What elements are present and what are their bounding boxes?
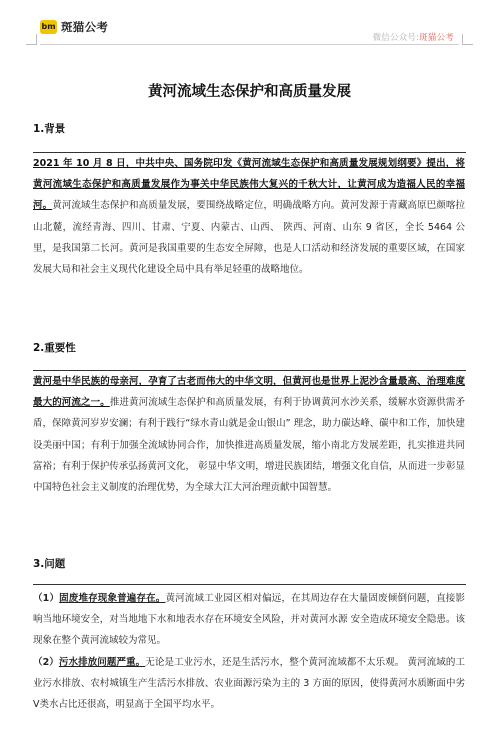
section-bar [33, 584, 466, 585]
body-text: 推进黄河流域生态保护和高质量发展，有利于协调黄河水沙关系，缓解水资源供需矛盾，保障黄河岁岁安澜；有利于践行“绿水青山就是金山银山” 理念，助力碳达峰、碳中和工作，加快建设美丽中国；有利于加强全流域协同合作，加快推进高质量发展，缩小南北方发展差距，扎实推进共同富裕；有利于保护传承弘扬黄河文化， 彰显中华文明，增进民族团结，增强文化自信，从而进一步彰显中国特色社会主义制度的治理优势，为全球大江大河治理贡献中国智慧。 [33, 397, 465, 494]
problem-title: 污水排放问题严重。 [58, 656, 146, 668]
logo-badge: bm [40, 20, 57, 34]
problem-text: 黄河流域工业园区相对偏远，在其周边存在大量固废倾倒问题，直接影响当地环境安全，对当地地下水和地表水存在环境安全风险，并对黄河水源 安全造成环境安全隐患。该现象在整个黄河流域较为常见。 [33, 593, 465, 647]
section-heading-importance: 2.重要性 [33, 342, 76, 354]
header-divider [40, 44, 459, 45]
document-title: 黄河流域生态保护和高质量发展 [148, 83, 351, 100]
emphasis-text: 2021 年 10 月 8 日，中共中央、国务院印发《黄河流域生态保护和高质量发展规划纲要》提出，将黄河流域生态保护和高质量发展作为事关中华民族伟大复兴的千秋大计，让黄河成为造福人民的幸福河。 [33, 158, 465, 212]
section-heading-problems: 3.问题 [33, 558, 66, 570]
section-body-problems [33, 588, 465, 715]
section-heading-background: 1.背景 [33, 123, 66, 135]
problem-item [33, 652, 465, 716]
wechat-account [373, 31, 454, 43]
problem-number: （2） [33, 656, 59, 668]
page-header [0, 0, 499, 46]
section-body-background [33, 153, 465, 280]
problem-text: 无论是工业污水，还是生活污水，整个黄河流域都不太乐观。 黄河流域的工业污水排放、农村城镇生产生活污水排放、农业面源污染为主的 3 方面的原因，使得黄河水质断面中劣Ⅴ类水占比还很高，明显高于全国平均水平。 [33, 656, 465, 711]
emphasis-text: 黄河是中华民族的母亲河，孕育了古老而伟大的中华文明，但黄河也是世界上泥沙含量最高、治理难度最大的河流之一。 [33, 376, 465, 409]
corner-mark-left [26, 34, 37, 45]
brand-logo [40, 19, 108, 35]
problem-item [33, 588, 465, 652]
wechat-name: 斑猫公考 [419, 33, 454, 43]
body-text: 黄河流域生态保护和高质量发展，要围绕战略定位，明确战略方向。黄河发源于青藏高原巴颜喀拉山北麓，流经青海、四川、甘肃、宁夏、内蒙古、山西、 陕西、河南、山东 9 省区，全长 5464 公里，是我国第二长河。黄河是我国重要的生态安全屏障，也是人口活动和经济发展的重要区域，在国家发展大局和社会主义现代化建设全局中具有举足轻重的战略地位。 [33, 200, 465, 276]
problem-number: （1） [33, 593, 60, 604]
problem-title: 固废堆存现象普遍存在。 [59, 593, 166, 604]
section-body-importance [33, 371, 465, 498]
corner-mark-right [462, 34, 473, 45]
logo-text: 斑猫公考 [61, 20, 109, 34]
wechat-label: 微信公众号: [372, 33, 420, 43]
